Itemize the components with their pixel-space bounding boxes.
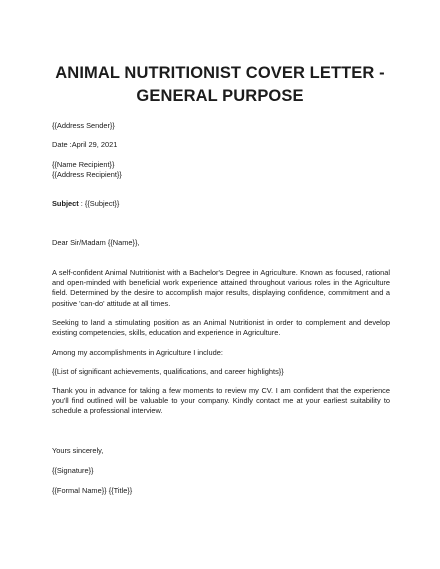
paragraph-accomplishments-intro: Among my accomplishments in Agriculture I include: <box>52 348 223 357</box>
signature: {{Signature}} <box>52 466 94 475</box>
subject-label: Subject <box>52 199 79 208</box>
paragraph-achievements-list: {{List of significant achievements, qualifications, and career highlights}} <box>52 367 284 376</box>
name-recipient: {{Name Recipient}} <box>52 160 115 169</box>
letter-title <box>20 62 420 108</box>
address-recipient: {{Address Recipient}} <box>52 170 122 179</box>
closing: Yours sincerely, <box>52 446 104 455</box>
paragraph-intro: A self-confident Animal Nutritionist with a Bachelor's Degree in Agriculture. Known as focused, rational and open-minded with beneficial work experience attained throughout various roles in the Agriculture field. Determined by the desire to accomplish major results, displaying confidence, commitment and a positive 'can-do' attitude at all times. <box>52 268 390 308</box>
formal-name: {{Formal Name}} {{Title}} <box>52 486 133 495</box>
salutation: Dear Sir/Madam {{Name}}, <box>52 238 140 247</box>
title-line-1: ANIMAL NUTRITIONIST COVER LETTER - <box>55 64 385 82</box>
title-line-2: GENERAL PURPOSE <box>136 87 304 105</box>
subject-line <box>52 199 119 209</box>
paragraph-thanks: Thank you in advance for taking a few moments to review my CV. I am confident that the experience you'll find outlined will be valuable to your company. Kindly contact me at your earliest suitability to schedule a professional interview. <box>52 386 390 416</box>
letter-date: Date :April 29, 2021 <box>52 140 118 149</box>
subject-value: : {{Subject}} <box>78 199 120 208</box>
address-sender: {{Address Sender}} <box>52 121 115 130</box>
paragraph-objective: Seeking to land a stimulating position as an Animal Nutritionist in order to complement and develop existing competencies, skills, education and experience in Agriculture. <box>52 318 390 338</box>
